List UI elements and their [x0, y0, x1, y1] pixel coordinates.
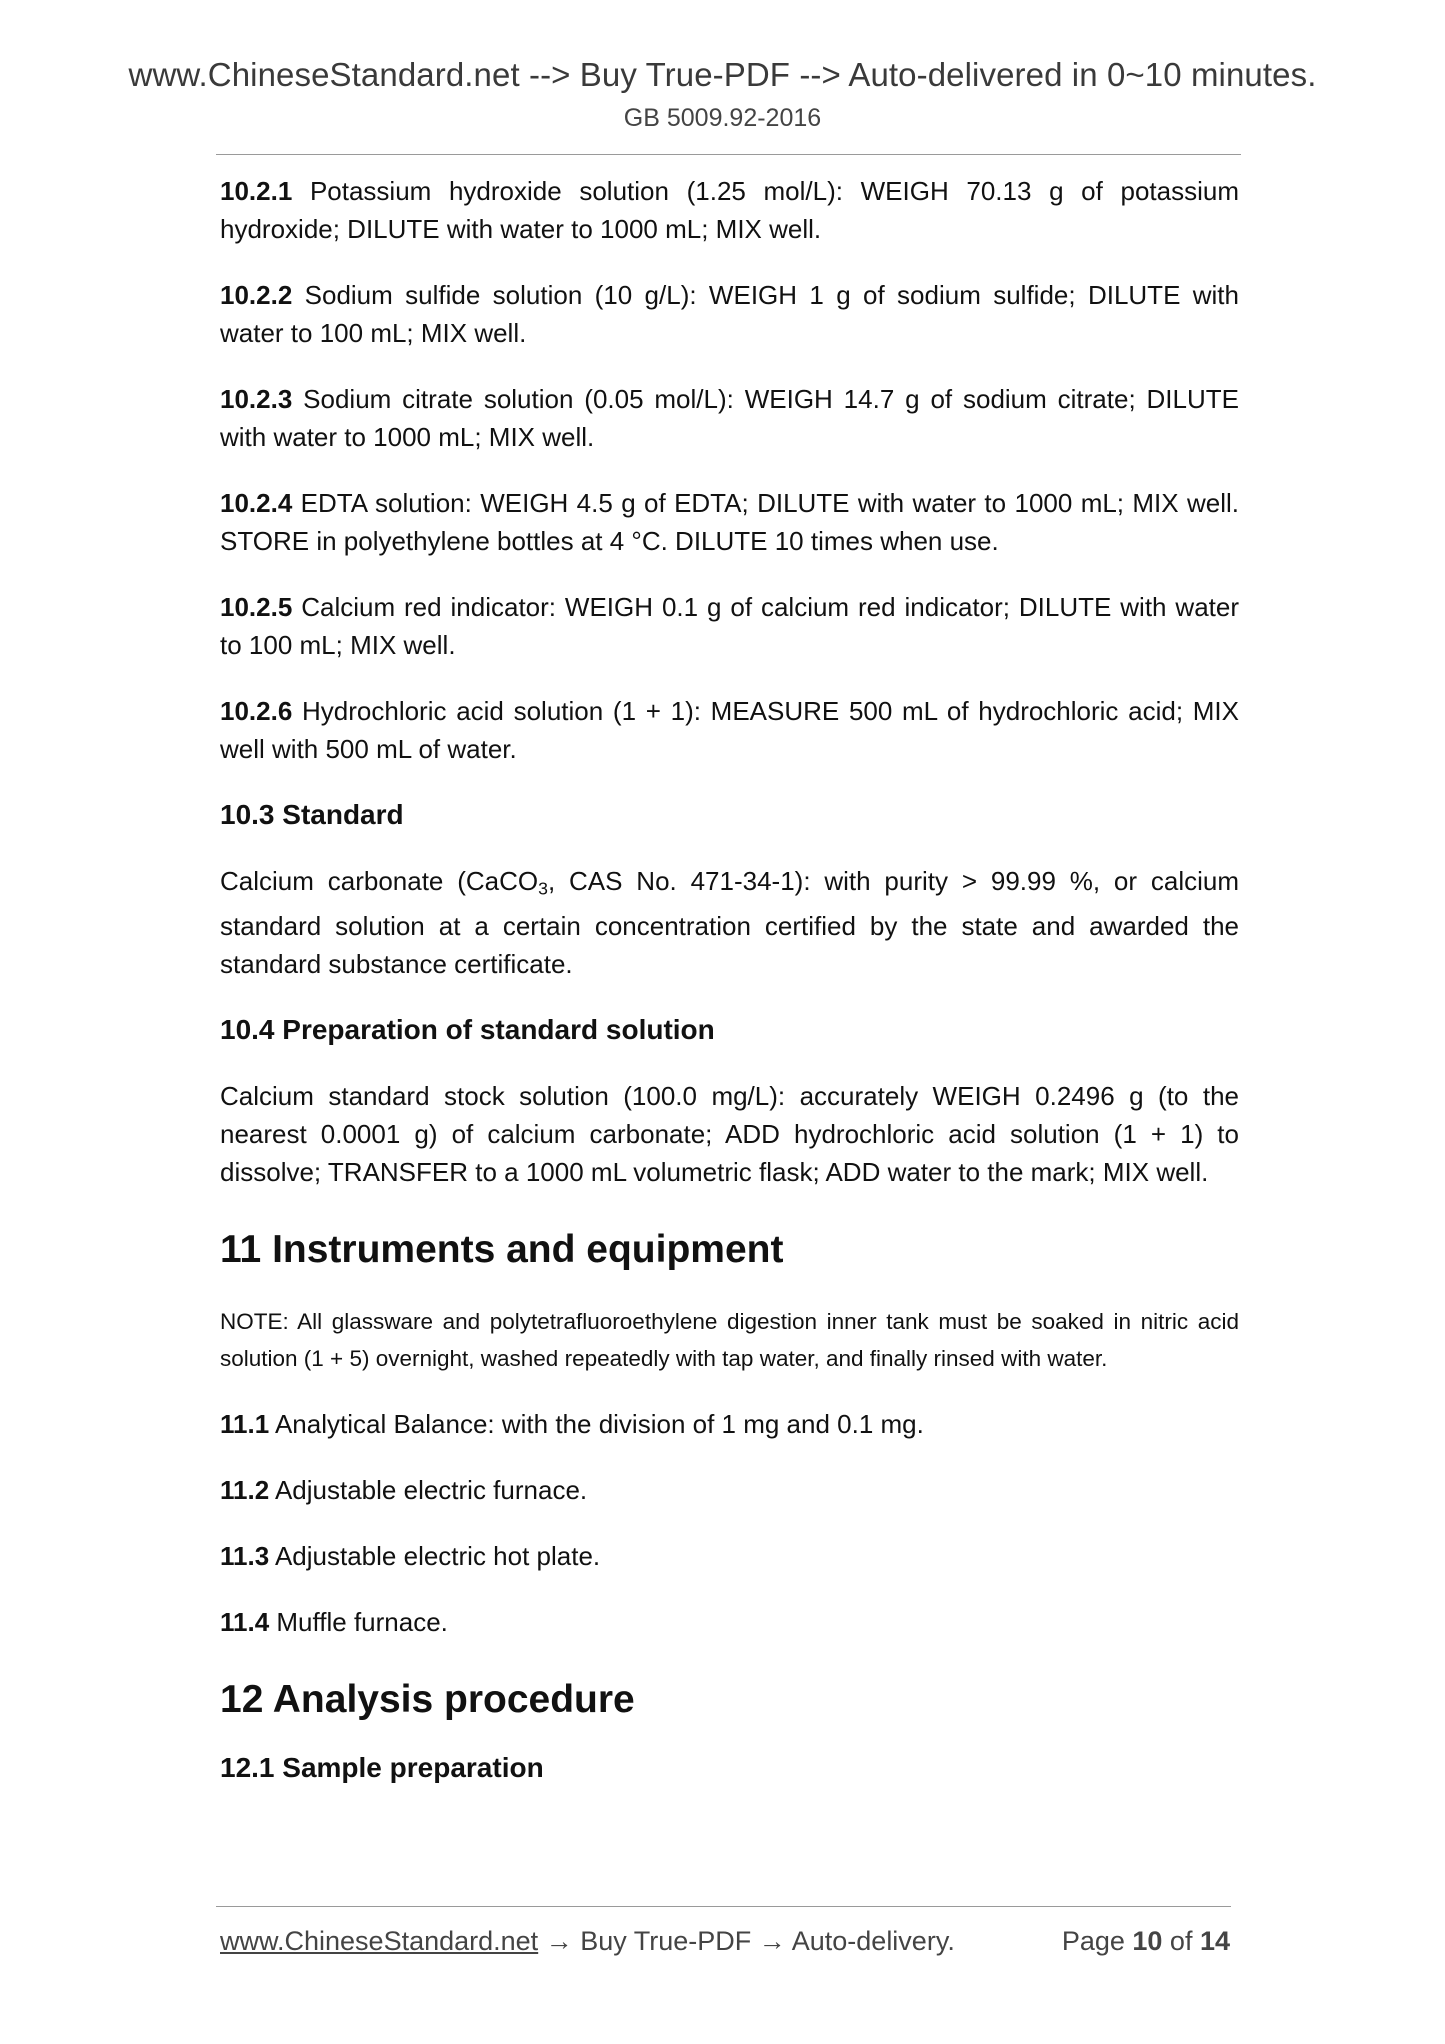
clause-number: 10.2.6	[220, 696, 293, 726]
clause-11-3	[220, 1537, 1239, 1575]
clause-10-2-2	[220, 276, 1239, 352]
heading-12: 12 Analysis procedure	[220, 1678, 635, 1722]
clause-number: 11.3	[220, 1541, 270, 1572]
footer-divider	[216, 1906, 1231, 1907]
header-divider	[216, 154, 1241, 155]
standard-code: GB 5009.92-2016	[623, 104, 822, 132]
page-number: 10	[1132, 1926, 1163, 1956]
clause-text: Muffle furnace.	[269, 1607, 448, 1638]
clause-number: 10.2.2	[220, 280, 293, 310]
clause-text: Potassium hydroxide solution (1.25 mol/L): WEIGH 70.13 g of potassium hydroxide; DILUTE with water to 1000 mL; MIX well.	[220, 176, 1239, 244]
clause-10-3	[220, 862, 1239, 983]
heading-11: 11 Instruments and equipment	[220, 1228, 784, 1272]
page-of-label: of	[1162, 1926, 1200, 1956]
clause-text: Hydrochloric acid solution (1 + 1): MEASURE 500 mL of hydrochloric acid; MIX well with 500 mL of water.	[220, 696, 1239, 764]
page-total: 14	[1199, 1926, 1230, 1956]
clause-number: 11.1	[220, 1409, 270, 1440]
page-label: Page	[1061, 1926, 1133, 1956]
clause-text: EDTA solution: WEIGH 4.5 g of EDTA; DILUTE with water to 1000 mL; MIX well. STORE in polyethylene bottles at 4 °C. DILUTE 10 times when use.	[220, 488, 1239, 556]
clause-number: 10.2.5	[220, 592, 293, 622]
clause-10-2-6	[220, 692, 1239, 768]
clause-number: 11.4	[220, 1607, 270, 1638]
page-indicator	[1062, 1926, 1230, 1957]
clause-number: 10.2.3	[220, 384, 293, 414]
clause-text: Adjustable electric hot plate.	[269, 1541, 601, 1572]
clause-number: 10.2.4	[220, 488, 293, 518]
clause-11-2	[220, 1471, 1239, 1509]
heading-10-4: 10.4 Preparation of standard solution	[220, 1014, 715, 1046]
clause-text: Sodium sulfide solution (10 g/L): WEIGH 1 g of sodium sulfide; DILUTE with water to 100 mL; MIX well.	[220, 280, 1239, 348]
footer-promo	[220, 1926, 955, 1957]
clause-text: Analytical Balance: with the division of 1 mg and 0.1 mg.	[269, 1409, 924, 1440]
page-body	[220, 172, 1239, 1787]
clause-10-2-3	[220, 380, 1239, 456]
header-banner: www.ChineseStandard.net --> Buy True-PDF --> Auto-delivered in 0~10 minutes.	[128, 56, 1317, 93]
heading-12-1: 12.1 Sample preparation	[220, 1752, 544, 1784]
clause-10-2-5	[220, 588, 1239, 664]
footer-tail: → Buy True-PDF → Auto-delivery.	[538, 1926, 955, 1956]
clause-10-2-4	[220, 484, 1239, 560]
text-run: , CAS No. 471-34-1): with purity > 99.99 %, or calcium standard solution at a certain concentration certified by the state and awarded the standard substance certificate.	[220, 866, 1239, 980]
clause-number: 11.2	[220, 1475, 270, 1506]
clause-10-2-1	[220, 172, 1239, 248]
note-11: NOTE: All glassware and polytetrafluoroethylene digestion inner tank must be soaked in nitric acid solution (1 + 5) overnight, washed repeatedly with tap water, and finally rinsed with water.	[220, 1309, 1239, 1372]
clause-text: Calcium red indicator: WEIGH 0.1 g of calcium red indicator; DILUTE with water to 100 mL; MIX well.	[220, 592, 1239, 660]
text-run: Calcium carbonate (CaCO	[220, 866, 539, 896]
clause-number: 10.2.1	[220, 176, 293, 206]
footer-site-link[interactable]: www.ChineseStandard.net	[220, 1926, 539, 1956]
clause-11-4	[220, 1603, 1239, 1641]
clause-text: Adjustable electric furnace.	[269, 1475, 588, 1506]
clause-11-1	[220, 1405, 1239, 1443]
subscript: 3	[538, 878, 548, 899]
heading-10-3: 10.3 Standard	[220, 799, 404, 830]
clause-10-4: Calcium standard stock solution (100.0 mg/L): accurately WEIGH 0.2496 g (to the nearest 0.0001 g) of calcium carbonate; ADD hydrochloric acid solution (1 + 1) to dissolve; TRANSFER to a 1000 mL volumetric flask; ADD water to the mark; MIX well.	[220, 1081, 1239, 1188]
clause-text: Sodium citrate solution (0.05 mol/L): WEIGH 14.7 g of sodium citrate; DILUTE with water to 1000 mL; MIX well.	[220, 384, 1239, 452]
